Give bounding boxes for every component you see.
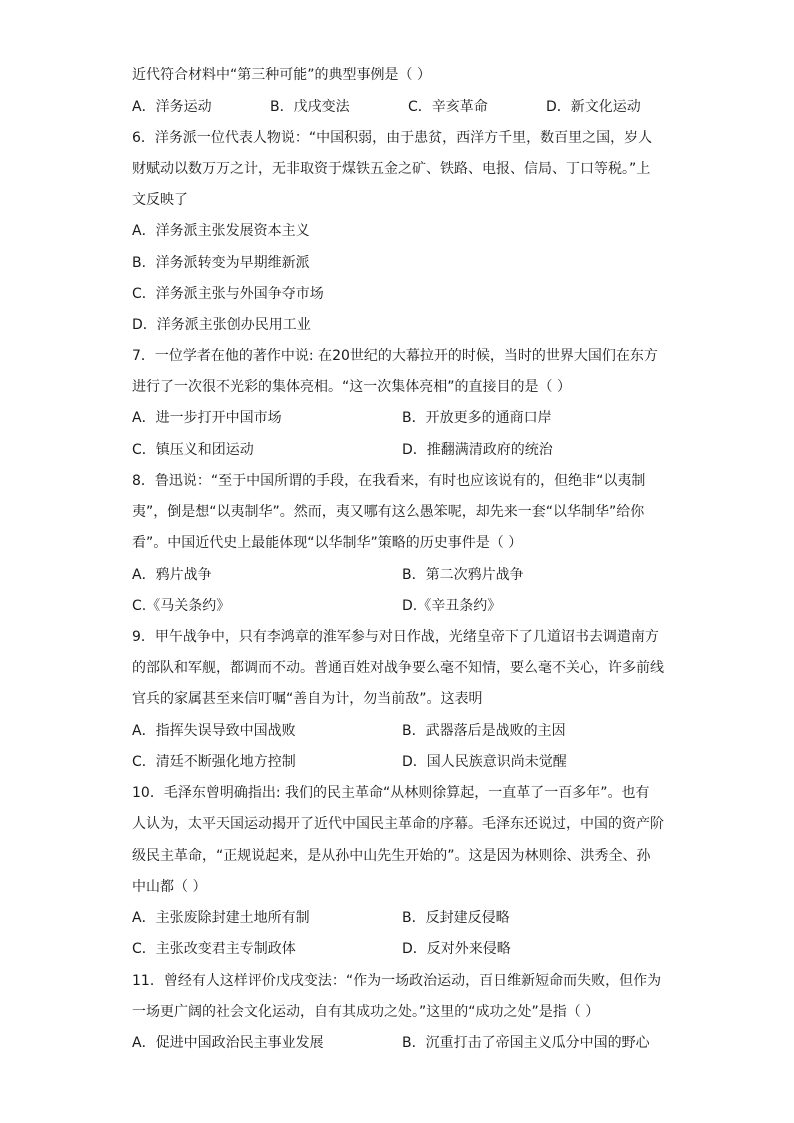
q10-stem-line-3: 级民主革命，“正规说起来，是从孙中山先生开始的”。这是因为林则徐、洪秀全、孙 bbox=[132, 848, 651, 864]
q8-options-row-2 bbox=[132, 596, 672, 616]
q8-options-row-1 bbox=[132, 565, 672, 585]
q9-option-d[interactable]: D．国人民族意识尚未觉醒 bbox=[402, 754, 567, 770]
q6-stem-line-1: 6．洋务派一位代表人物说：“中国积弱，由于患贫，西洋方千里，数百里之国，岁人 bbox=[132, 130, 653, 146]
q9-option-a[interactable]: A．指挥失误导致中国战败 bbox=[132, 723, 296, 739]
q5-options bbox=[132, 97, 672, 117]
q10-options-row-2 bbox=[132, 939, 672, 959]
q8-option-d[interactable]: D.《辛丑条约》 bbox=[402, 598, 502, 614]
q8-option-b[interactable]: B．第二次鸦片战争 bbox=[402, 567, 524, 583]
q8-option-c[interactable]: C.《马关条约》 bbox=[132, 598, 231, 614]
q7-options-row-2 bbox=[132, 440, 672, 460]
q11-options-row-1 bbox=[132, 1033, 672, 1053]
q10-stem-line-4: 中山都（ ） bbox=[132, 879, 207, 895]
q6-option-b[interactable]: B．洋务派转变为早期维新派 bbox=[132, 255, 310, 271]
q10-option-b[interactable]: B．反封建反侵略 bbox=[402, 910, 510, 926]
q10-stem-line-1: 10．毛泽东曾明确指出: 我们的民主革命“从林则徐算起，一直革了一百多年”。也有 bbox=[132, 785, 650, 801]
q10-option-d[interactable]: D．反对外来侵略 bbox=[402, 941, 511, 957]
q11-stem-line-2: 一场更广阔的社会文化运动，自有其成功之处。”这里的“成功之处”是指（ ） bbox=[132, 1004, 600, 1020]
q6-option-c[interactable]: C．洋务派主张与外国争夺市场 bbox=[132, 286, 324, 302]
q9-stem-line-1: 9．甲午战争中，只有李鸿章的淮军参与对日作战，光绪皇帝下了几道诏书去调遣南方 bbox=[132, 629, 659, 645]
q5-option-d[interactable]: D．新文化运动 bbox=[546, 99, 641, 115]
q8-stem-line-3: 看”。中国近代史上最能体现“以华制华”策略的历史事件是（ ） bbox=[132, 535, 523, 551]
q7-options-row-1 bbox=[132, 408, 672, 428]
q10-option-a[interactable]: A．主张废除封建土地所有制 bbox=[132, 910, 310, 926]
q9-options-row-2 bbox=[132, 752, 672, 772]
q5-option-a[interactable]: A．洋务运动 bbox=[132, 99, 212, 115]
q11-option-a[interactable]: A．促进中国政治民主事业发展 bbox=[132, 1035, 324, 1051]
q7-option-c[interactable]: C．镇压义和团运动 bbox=[132, 442, 254, 458]
q9-options-row-1 bbox=[132, 721, 672, 741]
q6-option-d[interactable]: D．洋务派主张创办民用工业 bbox=[132, 317, 311, 333]
q10-stem-line-2: 人认为，太平天国运动揭开了近代中国民主革命的序幕。毛泽东还说过，中国的资产阶 bbox=[132, 816, 664, 832]
q8-stem-line-1: 8．鲁迅说：“至于中国所谓的手段，在我看来，有时也应该说有的，但绝非“以夷制 bbox=[132, 473, 646, 489]
q7-option-a[interactable]: A．进一步打开中国市场 bbox=[132, 410, 282, 426]
q9-option-c[interactable]: C．清廷不断强化地方控制 bbox=[132, 754, 296, 770]
q8-option-a[interactable]: A．鸦片战争 bbox=[132, 567, 212, 583]
q7-stem-line-2: 进行了一次很不光彩的集体亮相。“这一次集体亮相”的直接目的是（ ） bbox=[132, 379, 571, 395]
q9-option-b[interactable]: B．武器落后是战败的主因 bbox=[402, 723, 566, 739]
q8-stem-line-2: 夷”，倒是想“以夷制华”。然而，夷又哪有这么愚笨呢，却先来一套“以华制华”给你 bbox=[132, 504, 645, 520]
q9-stem-line-2: 的部队和军舰，都调而不动。普通百姓对战争要么毫不知情，要么毫不关心，许多前线 bbox=[132, 660, 664, 676]
q6-option-a[interactable]: A．洋务派主张发展资本主义 bbox=[132, 223, 310, 239]
q5-option-b[interactable]: B．戊戌变法 bbox=[270, 99, 350, 115]
q7-option-d[interactable]: D．推翻满清政府的统治 bbox=[402, 442, 553, 458]
q10-options-row-1 bbox=[132, 908, 672, 928]
q5-option-c[interactable]: C．辛亥革命 bbox=[408, 99, 488, 115]
q7-stem-line-1: 7．一位学者在他的著作中说: 在20世纪的大幕拉开的时候，当时的世界大国们在东方 bbox=[132, 348, 658, 364]
q5-stem: 近代符合材料中“第三种可能”的典型事例是（ ） bbox=[132, 67, 431, 83]
q11-stem-line-1: 11．曾经有人这样评价戊戌变法：“作为一场政治运动，百日维新短命而失败，但作为 bbox=[132, 973, 662, 989]
q6-stem-line-3: 文反映了 bbox=[132, 192, 188, 208]
q7-option-b[interactable]: B．开放更多的通商口岸 bbox=[402, 410, 552, 426]
q11-option-b[interactable]: B．沉重打击了帝国主义瓜分中国的野心 bbox=[402, 1035, 650, 1051]
q6-stem-line-2: 财赋动以数万万之计，无非取资于煤铁五金之矿、铁路、电报、信局、丁口等税。”上 bbox=[132, 161, 651, 177]
q10-option-c[interactable]: C．主张改变君主专制政体 bbox=[132, 941, 296, 957]
q9-stem-line-3: 官兵的家属甚至来信叮嘱“善自为计，勿当前敌”。这表明 bbox=[132, 691, 483, 707]
